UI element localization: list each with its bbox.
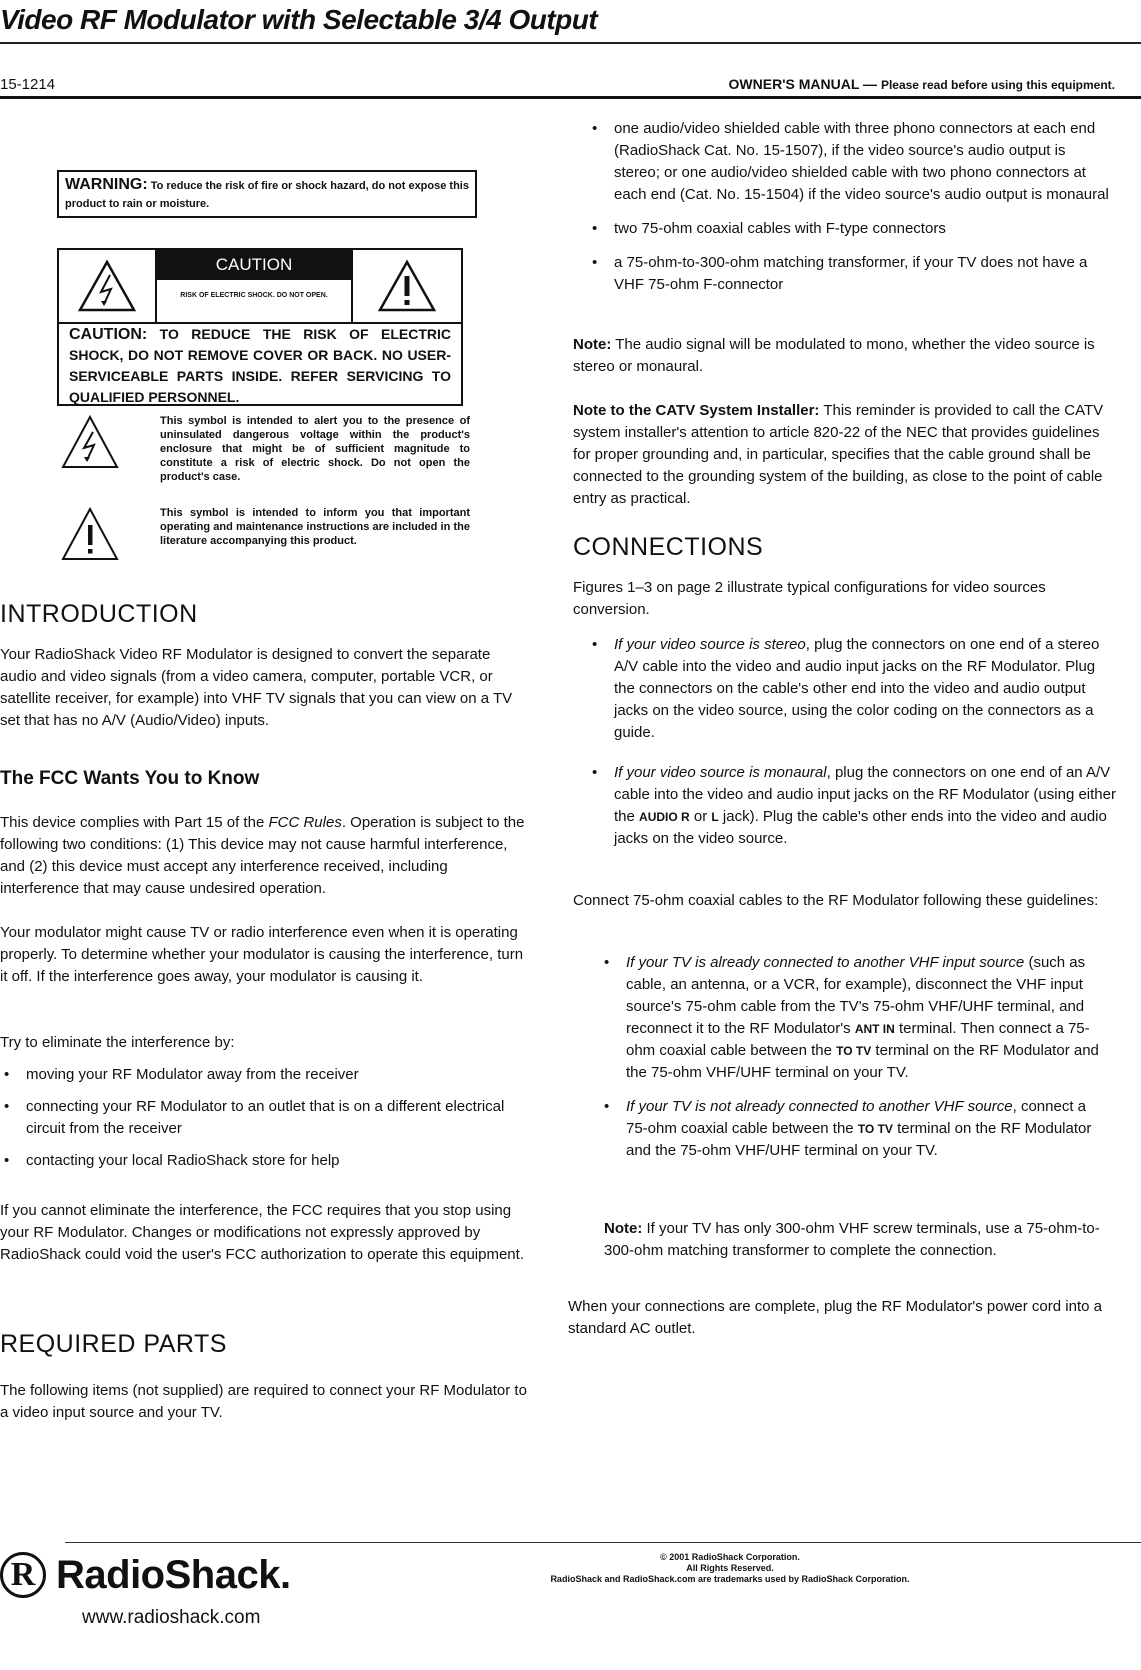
caution-box xyxy=(57,248,463,406)
symbol-explanation xyxy=(60,414,470,500)
caution-label-panel xyxy=(157,250,351,322)
caution-text-block xyxy=(69,324,451,408)
list-item xyxy=(588,762,1118,850)
connected-instructions: terminal. Then connect a 75-ohm coaxial cable between the xyxy=(626,1020,1090,1059)
fcc-rules: FCC Rules xyxy=(268,814,342,831)
note-label: Note: xyxy=(573,336,612,353)
legal-notice xyxy=(470,1552,990,1585)
to-tv-label: TO TV xyxy=(836,1044,872,1058)
copyright: © 2001 RadioShack Corporation. xyxy=(660,1552,800,1562)
list-item: • moving your RF Modulator away from the receiver xyxy=(0,1064,530,1086)
coax-guideline-list xyxy=(600,952,1108,1162)
connections-closing: When your connections are complete, plug the RF Modulator's power cord into a standard AC outlet. xyxy=(568,1298,1102,1337)
connected-condition: If your TV is already connected to another VHF input source xyxy=(626,954,1025,971)
catv-text: This reminder is provided to call the CATV system installer's attention to article 820-22 of the NEC that provides guidelines for proper grounding and, in particular, specifies that the cable ground shall be connected to the grounding system of the building, as close to the point of cable entry as practical. xyxy=(573,402,1104,507)
warning-box xyxy=(57,170,477,218)
not-connected-condition: If your TV is not already connected to another VHF source xyxy=(626,1098,1013,1115)
manual-label-emphasis: Please read before using this equipment. xyxy=(880,78,1115,92)
warning-lead: WARNING: xyxy=(65,176,148,193)
required-parts-heading: REQUIRED PARTS xyxy=(0,1330,227,1358)
interference-remedy-list xyxy=(0,1064,530,1172)
document-title: Video RF Modulator with Selectable 3/4 Output xyxy=(0,4,598,35)
connections-intro: Figures 1–3 on page 2 illustrate typical configurations for video sources conversion. xyxy=(573,579,1046,618)
connections-heading: CONNECTIONS xyxy=(573,533,764,561)
list-item: • contacting your local RadioShack store for help xyxy=(0,1150,530,1172)
exclamation-warning-icon xyxy=(351,250,461,322)
stereo-condition: If your video source is stereo xyxy=(614,636,806,653)
introduction-text: Your RadioShack Video RF Modulator is designed to convert the separate audio and video signals (from a video camera, computer, portable VCR, or satellite receiver, for example) into VHF TV signals that you can view on a TV set that has no A/V (Audio/Video) inputs. xyxy=(0,646,513,729)
website-url: www.radioshack.com xyxy=(82,1607,261,1628)
owners-manual-label xyxy=(729,76,1115,92)
fcc-p1-end: . Operation is subject to the following two conditions: (1) This device may not cause harmful interference, and (2) this device must accept any interference received, including interference that may cause undesired operation. xyxy=(0,814,525,897)
required-parts-text: The following items (not supplied) are required to connect your RF Modulator to a video input source and your TV. xyxy=(0,1382,527,1421)
list-item: • two 75-ohm coaxial cables with F-type connectors xyxy=(588,218,1114,240)
to-tv-label: TO TV xyxy=(857,1122,893,1136)
warning-text: To reduce the risk of fire or shock hazard, do not expose this product to rain or moisture. xyxy=(65,180,469,210)
lightning-warning-icon xyxy=(60,414,130,475)
caution-text: TO REDUCE THE RISK OF ELECTRIC SHOCK, DO NOT REMOVE COVER OR BACK. NO USER-SERVICEABLE PARTS INSIDE. REFER SERVICING TO QUALIFIED PERSONNEL. xyxy=(69,326,451,405)
list-item xyxy=(600,952,1108,1084)
trademarks: RadioShack and RadioShack.com are trademarks used by RadioShack Corporation. xyxy=(550,1574,910,1584)
lightning-warning-icon xyxy=(59,250,157,322)
note-text: The audio signal will be modulated to mono, whether the video source is stereo or monaural. xyxy=(573,336,1095,375)
list-item: • connecting your RF Modulator to an outlet that is on a different electrical circuit from the receiver xyxy=(0,1096,530,1140)
audio-r-label: AUDIO R xyxy=(639,810,690,824)
monaural-instructions: , plug the connectors on one end of an A/V cable into the video and audio input jacks on the RF Modulator (using either the xyxy=(614,764,1116,825)
connections-note xyxy=(604,1218,1112,1262)
caution-subtext: RISK OF ELECTRIC SHOCK. DO NOT OPEN. xyxy=(180,292,328,299)
logo-mark: R xyxy=(0,1552,46,1598)
caution-heading: CAUTION xyxy=(157,250,351,280)
fcc-heading: The FCC Wants You to Know xyxy=(0,768,260,789)
footer-rule xyxy=(65,1542,1141,1543)
catalog-number: 15-1214 xyxy=(0,76,56,93)
manual-label-text: OWNER'S MANUAL — xyxy=(728,76,878,92)
list-item: • a 75-ohm-to-300-ohm matching transformer, if your TV does not have a VHF 75-ohm F-connector xyxy=(588,252,1114,296)
catv-label: Note to the CATV System Installer: xyxy=(573,402,820,419)
catv-note xyxy=(573,400,1118,510)
rights: All Rights Reserved. xyxy=(686,1563,774,1573)
note-label: Note: xyxy=(604,1220,643,1237)
video-source-list xyxy=(588,634,1118,850)
not-connected-instructions: terminal on the RF Modulator and the 75-ohm VHF/UHF terminal on your TV. xyxy=(626,1120,1092,1159)
symbol-explanation xyxy=(60,506,470,586)
symbol-explanation-text: This symbol is intended to alert you to the presence of uninsulated dangerous voltage within the product's enclosure that might be of sufficient magnitude to constitute a risk of electric shock. Do not open the product's case. xyxy=(160,415,470,483)
required-parts-note xyxy=(573,334,1118,378)
symbol-explanation-text: This symbol is intended to inform you that important operating and maintenance instructions are included in the literature accompanying this product. xyxy=(160,507,470,547)
monaural-condition: If your video source is monaural xyxy=(614,764,827,781)
fcc-paragraph: If you cannot eliminate the interference, the FCC requires that you stop using your RF Modulator. Changes or modifications not expressly approved by RadioShack could void the user's FCC authorization to operate this equipment. xyxy=(0,1202,524,1263)
ant-in-label: ANT IN xyxy=(854,1022,895,1036)
coax-intro: Connect 75-ohm coaxial cables to the RF Modulator following these guidelines: xyxy=(573,892,1099,909)
caution-icon-row xyxy=(59,250,461,324)
monaural-instructions: or xyxy=(689,808,712,825)
monaural-instructions: jack). Plug the cable's other ends into the video and audio jacks on the video source. xyxy=(614,808,1107,847)
fcc-paragraph xyxy=(0,812,530,900)
connected-instructions: terminal on the RF Modulator and the 75-ohm VHF/UHF terminal on your TV. xyxy=(626,1042,1099,1081)
audio-l-label: L xyxy=(711,810,719,824)
caution-lead: CAUTION: xyxy=(69,326,148,343)
fcc-p1-start: This device complies with Part 15 of the xyxy=(0,814,269,831)
required-parts-list xyxy=(588,118,1114,296)
header-divider xyxy=(0,96,1141,99)
connected-instructions: (such as cable, an antenna, or a VCR, for example), disconnect the VHF input source's 75-ohm cable from the TV's 75-ohm VHF/UHF terminal, and reconnect it to the RF Modulator's xyxy=(626,954,1086,1037)
not-connected-instructions: , connect a 75-ohm coaxial cable between the xyxy=(626,1098,1086,1137)
list-item xyxy=(588,634,1118,744)
fcc-paragraph: Your modulator might cause TV or radio interference even when it is operating properly. To determine whether your modulator is causing the interference, turn it off. If the interference goes away, your modulator is causing it. xyxy=(0,924,524,985)
list-item xyxy=(600,1096,1108,1162)
radioshack-logo xyxy=(0,1552,291,1598)
stereo-instructions: , plug the connectors on one end of a stereo A/V cable into the video and audio input jacks on the RF Modulator. Plug the connectors on the cable's other end into the video and audio output jacks on the video source, using the color coding on the connectors as a guide. xyxy=(614,636,1100,741)
logo-wordmark: RadioShack. xyxy=(56,1552,291,1597)
introduction-heading: INTRODUCTION xyxy=(0,600,198,628)
list-item: • one audio/video shielded cable with three phono connectors at each end (RadioShack Cat. No. 15-1507), if the video source's audio output is stereo; or one audio/video shielded cable with two phono connectors at each end (Cat. No. 15-1504) if the video source's audio output is monaural xyxy=(588,118,1114,206)
header-rule xyxy=(0,42,1141,44)
exclamation-warning-icon xyxy=(60,506,130,567)
note-text: If your TV has only 300-ohm VHF screw terminals, use a 75-ohm-to-300-ohm matching transformer to complete the connection. xyxy=(604,1220,1100,1259)
fcc-paragraph: Try to eliminate the interference by: xyxy=(0,1034,235,1051)
